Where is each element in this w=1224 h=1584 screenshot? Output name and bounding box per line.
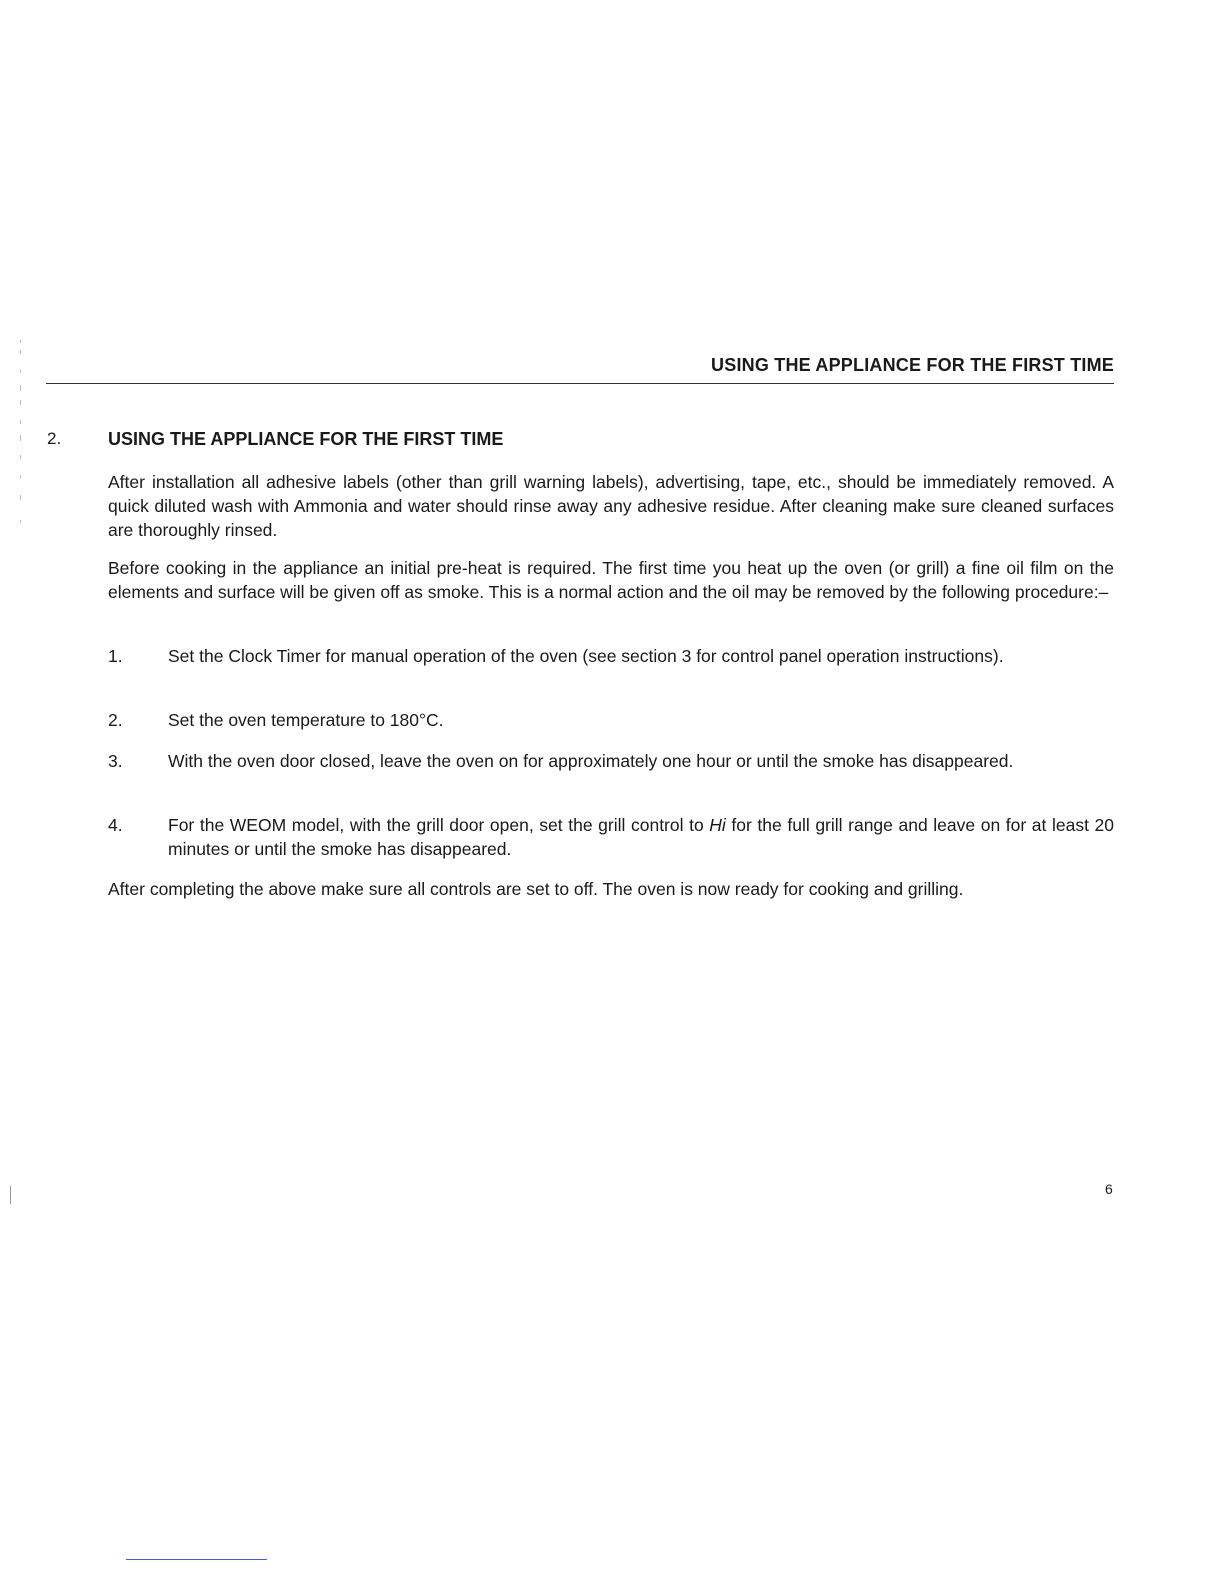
list-item <box>108 708 1114 732</box>
margin-scan-mark <box>10 1186 13 1204</box>
step-text: With the oven door closed, leave the oven on for approximately one hour or until the smoke has disappeared. <box>168 751 1014 771</box>
running-header: USING THE APPLIANCE FOR THE FIRST TIME <box>711 355 1114 375</box>
list-item <box>108 813 1114 861</box>
step-text <box>168 813 1114 861</box>
paragraph-preheat: Before cooking in the appliance an initial pre-heat is required. The first time you heat up the oven (or grill) a fine oil film on the elements and surface will be given off as smoke. This is a normal action and the oil may be removed by the following procedure:– <box>108 558 1114 602</box>
step-text: Set the oven temperature to 180°C. <box>168 710 444 730</box>
step-number: 4. <box>108 815 123 835</box>
margin-scan-marks <box>12 340 26 540</box>
section-title: USING THE APPLIANCE FOR THE FIRST TIME <box>108 429 504 449</box>
step-number: 2. <box>108 710 123 730</box>
step-text-emphasis: Hi <box>709 815 726 835</box>
section-number: 2. <box>47 429 62 448</box>
header-rule <box>46 383 1114 384</box>
footer-link-underline <box>126 1559 267 1560</box>
list-item <box>108 749 1114 773</box>
step-text-before: For the WEOM model, with the grill door open, set the grill control to <box>168 815 710 835</box>
list-item <box>108 644 1114 668</box>
step-number: 1. <box>108 646 123 666</box>
paragraph-closing: After completing the above make sure all controls are set to off. The oven is now ready for cooking and grilling. <box>108 879 964 899</box>
page-number: 6 <box>1105 1181 1113 1197</box>
paragraph-adhesive-labels: After installation all adhesive labels (other than grill warning labels), advertising, tape, etc., should be immediately removed. A quick diluted wash with Ammonia and water should rinse away any adhesive residue. After cleaning make sure cleaned surfaces are thoroughly rinsed. <box>108 472 1114 540</box>
step-text-after: for the full grill range and leave on for at least 20 minutes or until the smoke has disappeared. <box>168 815 1114 859</box>
step-number: 3. <box>108 751 123 771</box>
step-text: Set the Clock Timer for manual operation of the oven (see section 3 for control panel operation instructions). <box>168 646 1004 666</box>
